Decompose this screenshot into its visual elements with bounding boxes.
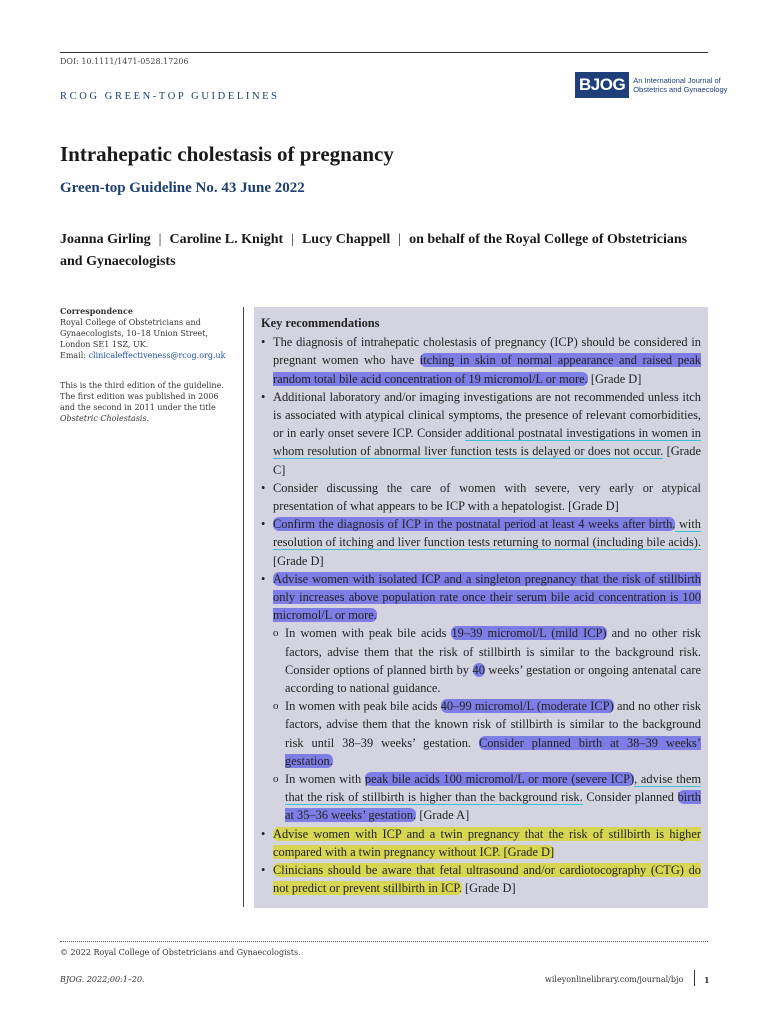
edition-note: [60, 380, 232, 424]
rec-text: weeks’ gestation or ongoing antenatal care according to national guidance.: [285, 662, 701, 696]
rec-text: In women with peak bile acids: [285, 699, 441, 714]
email-link[interactable]: clinicaleffectiveness@rcog.org.uk: [88, 351, 226, 360]
column-divider: [243, 307, 244, 907]
rec-text: Consider planned: [582, 790, 678, 805]
grade-label: [Grade D]: [273, 553, 324, 568]
key-recommendations: [261, 314, 701, 898]
recommendation-item: [261, 479, 701, 515]
correspondence-address: Royal College of Obstetricians and Gynaecologists, 10–18 Union Street, London SE1 1SZ, UK.: [60, 318, 209, 349]
grade-label: [Grade D]: [461, 881, 516, 896]
recommendation-item: [261, 333, 701, 388]
article-title: Intrahepatic cholestasis of pregnancy: [60, 142, 394, 166]
highlight-purple: 40: [472, 662, 485, 677]
recommendation-item: [261, 515, 701, 570]
highlight-yellow: Advise women with ICP and a twin pregnancy that the risk of stillbirth is higher compared with a twin pregnancy without ICP. [Grade D]: [273, 826, 701, 859]
recommendation-list: [261, 333, 701, 897]
highlight-purple: birth at 35–36 weeks’ gestation.: [285, 790, 701, 823]
author-separator: |: [291, 232, 294, 247]
edition-title: Obstetric Cholestasis: [60, 414, 147, 423]
rec-text: In women with: [285, 772, 365, 787]
author-affiliation: on behalf of the Royal College of Obstetricians and Gynaecologists: [60, 232, 688, 269]
grade-label: [Grade A]: [416, 808, 470, 823]
sub-recommendation-item: [261, 624, 701, 697]
correspondence-heading: Correspondence: [60, 306, 133, 316]
recommendation-item: [261, 861, 701, 897]
bjog-logo-mark: BJOG: [575, 72, 629, 98]
highlight-yellow: Clinicians should be aware that fetal ultrasound and/or cardiotocography (CTG) do not predict or prevent stillbirth in ICP.: [273, 863, 701, 896]
rec-text: Additional laboratory and/or imaging investigations are not recommended unless itch is associated with atypical clinical symptoms, the presence of relevant comorbidities, or in early onset severe ICP. Consider: [273, 389, 701, 441]
author-name[interactable]: Lucy Chappell: [301, 232, 391, 247]
highlight-purple: Advise women with isolated ICP and a singleton pregnancy that the risk of stillbirth only increases above population rate once their serum bile acid concentration is 100 micromol/L or more.: [273, 571, 701, 623]
author-separator: |: [158, 232, 162, 247]
key-recommendations-heading: Key recommendations: [261, 316, 380, 330]
journal-logo[interactable]: [575, 72, 733, 98]
underline-annotation: with resolution of itching and liver function tests returning to normal (including bile acids).: [273, 517, 701, 550]
rec-text: The diagnosis of intrahepatic cholestasis of pregnancy (ICP) should be considered in pregnant women who have: [273, 335, 701, 368]
author-name[interactable]: Caroline L. Knight: [169, 232, 284, 247]
grade-label: [Grade C]: [273, 444, 701, 477]
rec-text: Consider discussing the care of women with severe, very early or atypical presentation of what appears to be ICP with a hepatologist. [Grade D]: [273, 480, 701, 514]
correspondence-email-line: [60, 350, 232, 361]
grade-label: [Grade D]: [587, 371, 642, 386]
underline-annotation: additional postnatal investigations in women in whom resolution of abnormal liver function tests is delayed or does not occur.: [273, 426, 702, 459]
page-divider: [694, 970, 695, 986]
rec-text: and no other risk factors, advise them that the known risk of stillbirth is similar to the background risk until 38–39 weeks’ gestation.: [285, 699, 701, 750]
highlight-purple: peak bile acids 100 micromol/L or more (severe ICP): [364, 772, 635, 787]
article-subtitle: Green-top Guideline No. 43 June 2022: [60, 180, 305, 196]
page-number: 1: [704, 975, 710, 985]
top-rule: [60, 52, 708, 53]
series-label: RCOG GREEN-TOP GUIDELINES: [60, 91, 280, 102]
highlight-purple: itching in skin of normal appearance and raised peak random total bile acid concentration of 19 micromol/L or more.: [273, 353, 702, 386]
author-list: [60, 229, 700, 273]
journal-logo-text: An International Journal of Obstetrics and Gynaecology: [633, 76, 728, 94]
author-separator: |: [398, 232, 402, 247]
correspondence-block: [60, 306, 232, 361]
journal-url[interactable]: wileyonlinelibrary.com/journal/bjo: [545, 975, 684, 984]
highlight-purple: 19–39 micromol/L (mild ICP): [451, 626, 607, 641]
recommendation-item: [261, 570, 701, 625]
edition-text: This is the third edition of the guideline. The first edition was published in 2006 and the second in 2011 under the title: [60, 381, 224, 412]
edition-end: .: [146, 414, 150, 423]
underline-annotation: , advise them that the risk of stillbirth is higher than the background risk.: [285, 772, 701, 805]
email-label: Email:: [60, 351, 89, 360]
sub-recommendation-item: [261, 770, 701, 825]
highlight-purple: Confirm the diagnosis of ICP in the postnatal period at least 4 weeks after birth,: [273, 517, 676, 532]
highlight-purple: 40–99 micromol/L (moderate ICP): [440, 699, 614, 714]
doi[interactable]: DOI: 10.1111/1471-0528.17206: [60, 57, 189, 66]
footer-rule: [60, 941, 708, 942]
copyright: © 2022 Royal College of Obstetricians and Gynaecologists.: [60, 948, 301, 957]
journal-reference: BJOG. 2022;00:1–20.: [60, 975, 145, 984]
recommendation-item: [261, 388, 701, 479]
highlight-purple: Consider planned birth at 38–39 weeks’ gestation.: [285, 735, 701, 768]
author-name[interactable]: Joanna Girling: [60, 232, 151, 247]
recommendation-item: [261, 825, 701, 861]
rec-text: In women with peak bile acids: [285, 626, 452, 641]
rec-text: and no other risk factors, advise them that the risk of stillbirth is similar to the background risk. Consider options of planned birth by: [285, 626, 701, 677]
sub-recommendation-item: [261, 697, 701, 770]
